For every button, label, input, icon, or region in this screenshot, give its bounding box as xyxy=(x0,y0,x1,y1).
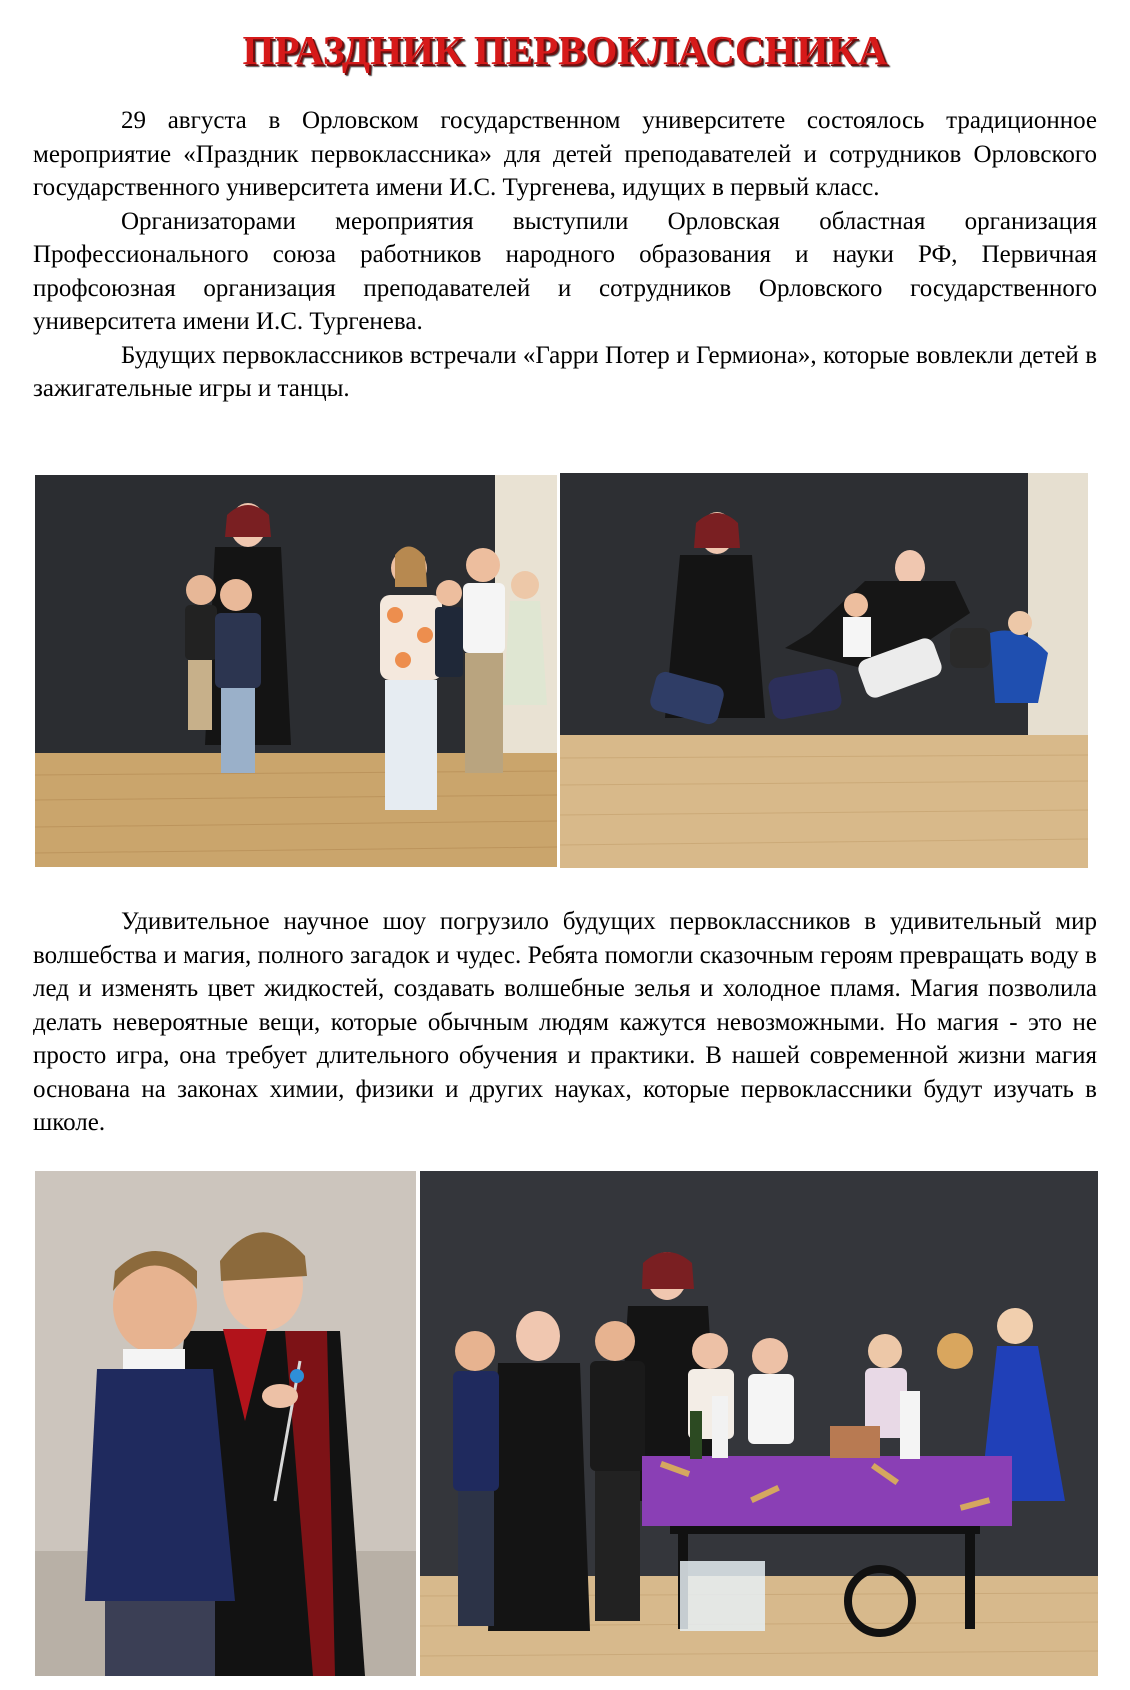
intro-text-block xyxy=(33,104,1097,406)
page-title: ПРАЗДНИК ПЕРВОКЛАССНИКА xyxy=(242,27,888,73)
photo-children-crawling-game xyxy=(560,473,1088,868)
paragraph: 29 августа в Орловском государственном университете состоялось традиционное мероприятие «Праздник первоклассника» для детей преподавателей и сотрудников Орловского государственного университета имени И.С. Тургенева, идущих в первый класс. xyxy=(33,107,1097,201)
science-show-text-block xyxy=(33,905,1097,1140)
paragraph: Будущих первоклассников встречали «Гарри Потер и Гермиона», которые вовлекли детей в зажигательные игры и танцы. xyxy=(33,341,1097,402)
photo-children-circle-dance xyxy=(35,475,557,867)
photo-science-show-table xyxy=(420,1171,1098,1676)
photo-boy-and-wizard xyxy=(35,1171,416,1676)
paragraph: Организаторами мероприятия выступили Орловская областная организация Профессионального союза работников народного образования и науки РФ, Первичная профсоюзная организация преподавателей и сотрудников Орловского государственного университета имени И.С. Тургенева. xyxy=(33,207,1097,335)
paragraph: Удивительное научное шоу погрузило будущих первоклассников в удивительный мир волшебства и магия, полного загадок и чудес. Ребята помогли сказочным героям превращать воду в лед и изменять цвет жидкостей, создавать волшебные зелья и холодное пламя. Магия позволила делать невероятные вещи, которые обычным людям кажутся невозможными. Но магия - это не просто игра, она требует длительного обучения и практики. В нашей современной жизни магия основана на законах химии, физики и других науках, которые первоклассники будут изучать в школе. xyxy=(33,908,1097,1136)
